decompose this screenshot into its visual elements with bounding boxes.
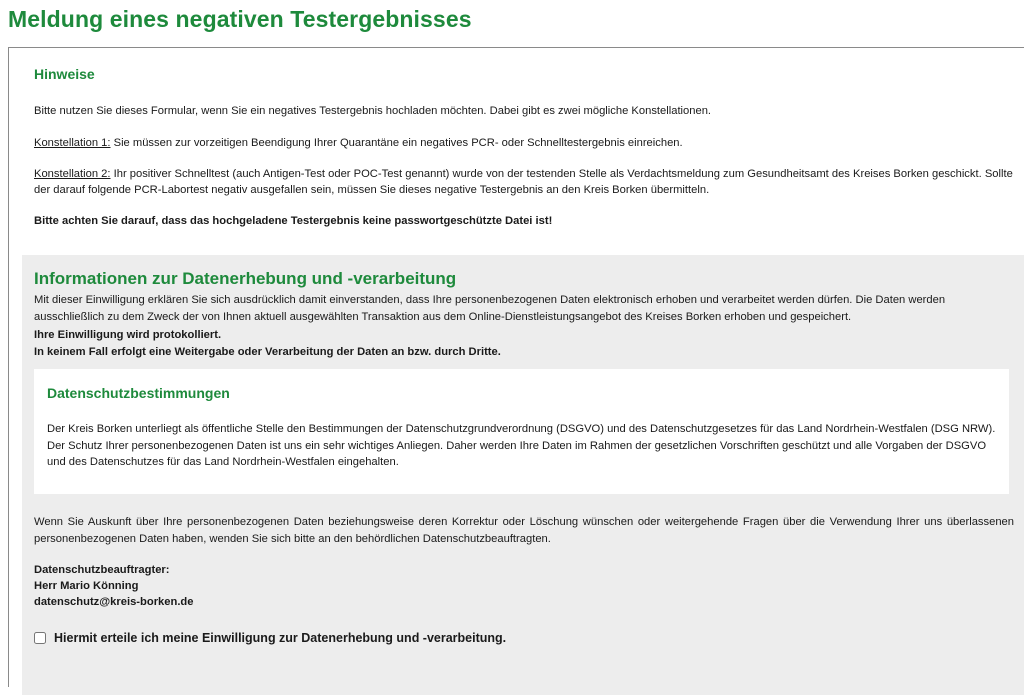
hints-heading: Hinweise: [34, 66, 95, 82]
privacy-text: Der Kreis Borken unterliegt als öffentliche Stelle den Bestimmungen der Datenschutzgrundverordnung (DSGVO) und des Datenschutzgesetzes für das Land Nordrhein-Westfalen (DSG NRW). Der Schutz Ihrer personenbezogenen Daten ist uns ein sehr wichtiges Anliegen. Daher werden Ihre Daten im Rahmen der gesetzlichen Vorschriften geschützt und alle Vorgaben der DSGVO und des Datenschutzes für das Land Nordrhein-Westfalen eingehalten.: [47, 423, 996, 468]
constellation-2-label: Konstellation 2:: [34, 168, 111, 180]
constellation-1-label: Konstellation 1:: [34, 137, 111, 149]
data-info-panel: [22, 255, 1024, 695]
officer-email: datenschutz@kreis-borken.de: [34, 596, 194, 608]
privacy-box: [34, 369, 1009, 494]
consent-checkbox-label[interactable]: Hiermit erteile ich meine Einwilligung zur Datenerhebung und -verarbeitung.: [54, 631, 507, 645]
constellation-2-text: Ihr positiver Schnelltest (auch Antigen-Test oder POC-Test genannt) wurde von der testenden Stelle als Verdachtsmeldung zum Gesundheitsamt des Kreises Borken geschickt. Sollte der darauf folgende PCR-Labortest negativ ausgefallen sein, müssen Sie dieses negative Testergebnis an den Kreis Borken übermitteln.: [34, 168, 1013, 196]
constellation-2: [34, 166, 1016, 198]
constellation-1: [34, 135, 1016, 151]
logged-notice: Ihre Einwilligung wird protokolliert.: [34, 329, 222, 341]
officer-label: Datenschutzbeauftragter:: [34, 564, 170, 576]
consent-checkbox-row[interactable]: [34, 631, 506, 645]
officer-name: Herr Mario Könning: [34, 580, 139, 592]
data-info-heading: Informationen zur Datenerhebung und -verarbeitung: [34, 269, 457, 288]
privacy-heading: Datenschutzbestimmungen: [47, 385, 230, 401]
hints-intro: Bitte nutzen Sie dieses Formular, wenn Sie ein negatives Testergebnis hochladen möchten. Dabei gibt es zwei mögliche Konstellationen.: [34, 105, 712, 117]
no-transfer-notice: In keinem Fall erfolgt eine Weitergabe oder Verarbeitung der Daten an bzw. durch Dritte.: [34, 346, 501, 358]
form-frame: [8, 47, 1024, 687]
consent-explanation: Mit dieser Einwilligung erklären Sie sich ausdrücklich damit einverstanden, dass Ihre personenbezogenen Daten elektronisch erhoben und verarbeitet werden dürfen. Die Daten werden ausschließlich zu dem Zweck der von Ihnen aktuell ausgewählten Transaktion aus dem Online-Dienstleistungsangebot des Kreises Borken erhoben und gespeichert.: [34, 294, 946, 323]
page-title: Meldung eines negativen Testergebnisses: [8, 6, 472, 32]
constellation-1-text: Sie müssen zur vorzeitigen Beendigung Ihrer Quarantäne ein negatives PCR- oder Schnelltestergebnis einreichen.: [110, 137, 683, 149]
contact-text: Wenn Sie Auskunft über Ihre personenbezogenen Daten beziehungsweise deren Korrektur oder Löschung wünschen oder weitergehende Fragen über die Verwendung Ihrer uns überlassenen personenbezogenen Daten haben, wenden Sie sich bitte an den behördlichen Datenschutzbeauftragten.: [34, 516, 1014, 545]
password-warning: Bitte achten Sie darauf, dass das hochgeladene Testergebnis keine passwortgeschützte Datei ist!: [34, 215, 553, 227]
consent-checkbox[interactable]: [34, 632, 46, 644]
